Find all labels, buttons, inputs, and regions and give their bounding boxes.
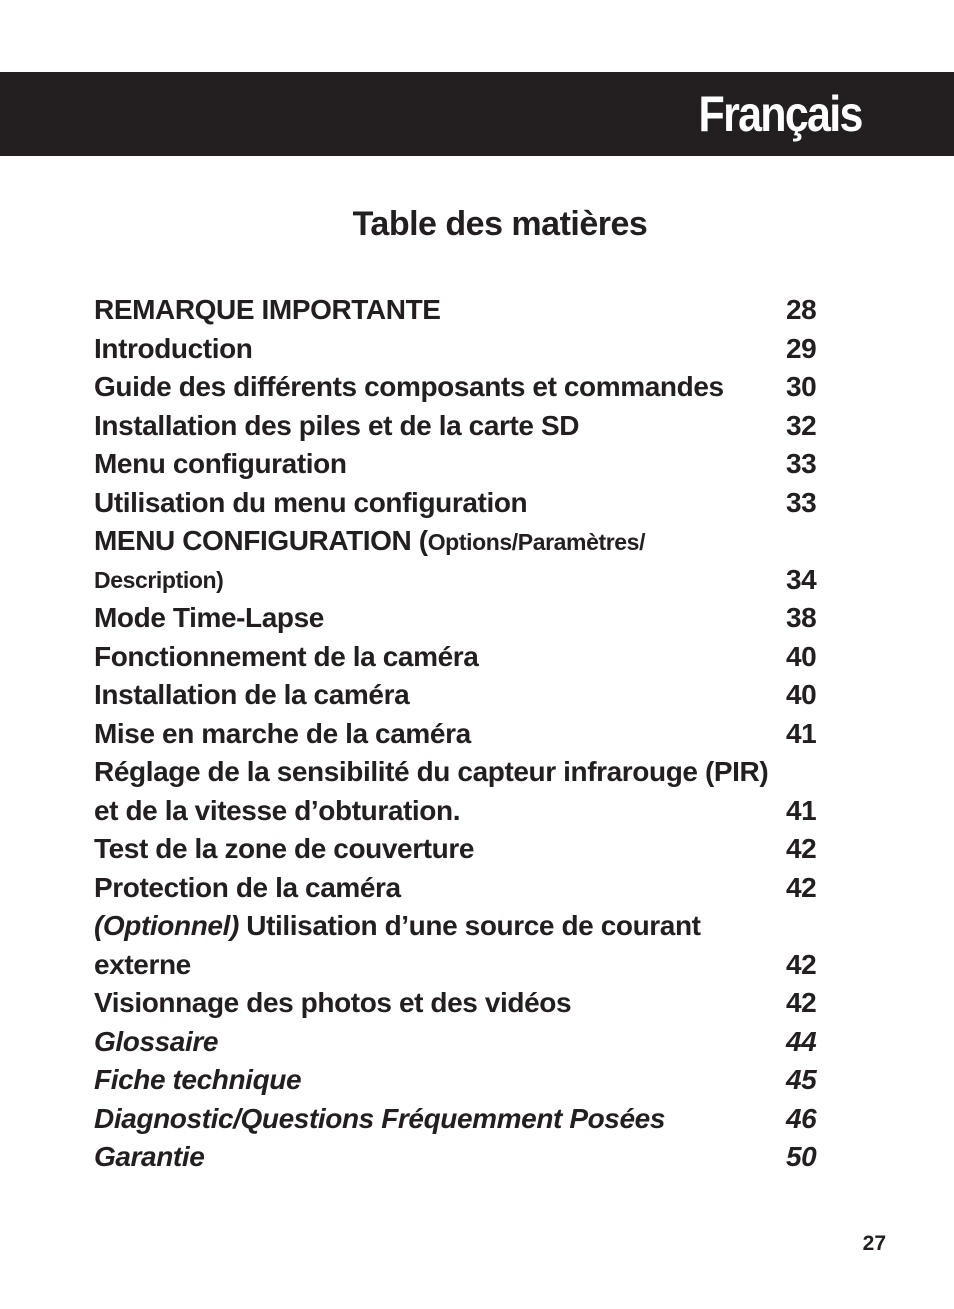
toc-entry-title: Installation des piles et de la carte SD [94,409,580,441]
toc-entry-page: 38 [786,602,817,633]
toc-entry[interactable] [94,368,834,407]
toc-entry-title: Guide des différents composants et commandes [94,371,724,402]
toc-entry-page: 42 [786,948,817,980]
toc-entry[interactable] [94,753,834,792]
toc-entry-title: Test de la zone de couverture [94,833,474,864]
toc-entry-page: 32 [786,409,817,441]
toc-entry[interactable] [94,484,834,523]
toc-entry-page: 40 [786,679,817,710]
toc-entry[interactable] [94,907,834,946]
language-banner [0,72,954,156]
toc-entry-title: et de la vitesse d’obturation. [94,794,461,826]
table-of-contents [94,291,834,1177]
toc-entry-page: 30 [786,371,817,402]
toc-entry-title: Fiche technique [94,1064,302,1095]
toc-entry-title: Menu configuration [94,448,347,479]
toc-entry[interactable] [94,830,834,869]
toc-entry[interactable] [94,445,834,484]
page-number: 27 [862,1232,886,1255]
toc-entry-title: Mode Time-Lapse [94,602,324,633]
toc-entry[interactable] [94,1023,834,1062]
toc-entry-title: Mise en marche de la caméra [94,717,471,749]
toc-entry[interactable] [94,599,834,638]
toc-entry-title: Glossaire [94,1025,219,1057]
toc-entry-title: Visionnage des photos et des vidéos [94,987,572,1018]
toc-entry[interactable] [94,869,834,908]
toc-entry[interactable] [94,561,834,600]
toc-entry-title: Protection de la caméra [94,871,401,903]
toc-entry[interactable] [94,715,834,754]
toc-entry[interactable] [94,946,834,985]
toc-entry-page: 28 [786,294,817,325]
toc-entry-title-optional: (Optionnel) [94,910,239,941]
toc-entry-page: 41 [786,717,817,749]
toc-entry-title: Fonctionnement de la caméra [94,640,479,672]
toc-entry-title: Installation de la caméra [94,679,410,710]
toc-entry-page: 42 [786,833,817,864]
toc-entry-page: 44 [786,1025,817,1057]
toc-entry-page: 40 [786,640,817,672]
toc-entry-title: Description) [94,566,224,593]
toc-entry[interactable] [94,1061,834,1100]
toc-entry-title-main: MENU CONFIGURATION ( [94,525,428,556]
toc-entry-title-main: Utilisation d’une source de courant [238,910,701,941]
language-title: Français [698,86,862,142]
toc-entry-page: 50 [786,1141,817,1172]
toc-entry-page: 41 [786,794,817,826]
toc-entry-page: 33 [786,448,817,479]
toc-entry[interactable] [94,407,834,446]
toc-title: Table des matières [352,205,648,243]
toc-entry[interactable] [94,522,834,561]
toc-entry[interactable] [94,638,834,677]
toc-entry-title: Utilisation du menu configuration [94,486,528,518]
toc-entry-title: Réglage de la sensibilité du capteur infrarouge (PIR) [94,756,769,787]
toc-entry-title [94,907,701,946]
toc-entry[interactable] [94,1138,834,1177]
toc-entry-title: externe [94,948,191,980]
toc-entry-title: Diagnostic/Questions Fréquemment Posées [94,1102,665,1134]
toc-entry-title: Garantie [94,1141,205,1172]
toc-entry-title: Introduction [94,332,253,364]
toc-entry[interactable] [94,330,834,369]
toc-entry-title [94,522,645,562]
toc-entry-title-subtitle: Options/Paramètres/ [427,529,646,555]
toc-entry[interactable] [94,676,834,715]
toc-entry[interactable] [94,792,834,831]
toc-entry-page: 45 [786,1064,817,1095]
toc-entry-page: 33 [786,486,817,518]
toc-entry-page: 42 [786,871,817,903]
toc-entry-page: 46 [786,1102,817,1134]
toc-entry-title: REMARQUE IMPORTANTE [94,294,441,325]
toc-entry[interactable] [94,291,834,330]
toc-entry-page: 29 [786,332,817,364]
toc-entry[interactable] [94,1100,834,1139]
toc-entry[interactable] [94,984,834,1023]
toc-entry-page: 42 [786,987,817,1018]
toc-entry-page: 34 [786,563,817,595]
